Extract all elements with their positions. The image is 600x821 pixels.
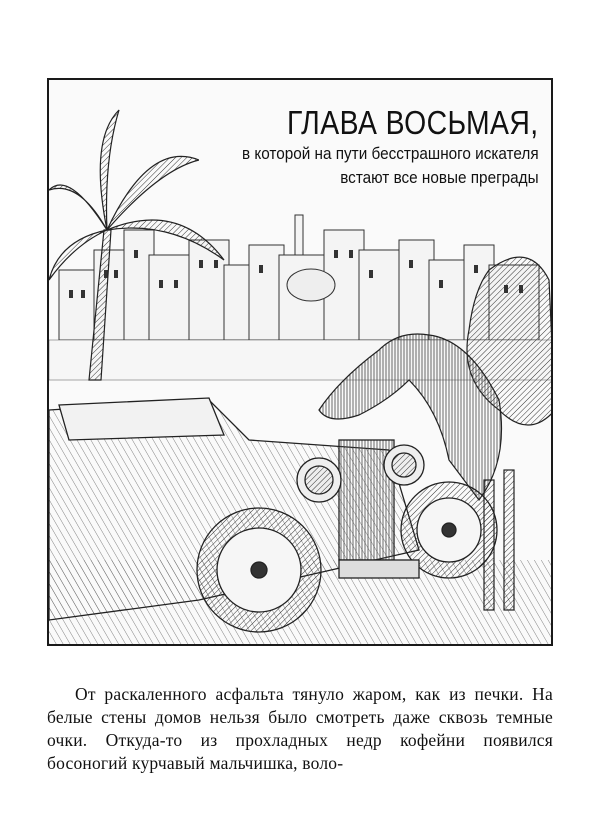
chapter-subtitle-line-2: встают все новые преграды xyxy=(340,168,539,187)
chapter-subtitle-line-1: в которой на пути бесстрашного искателя xyxy=(242,144,539,163)
chapter-title: ГЛАВА ВОСЬМАЯ, xyxy=(287,104,539,141)
city-skyline xyxy=(59,215,539,340)
chapter-illustration xyxy=(47,78,553,646)
body-text xyxy=(47,683,553,775)
paragraph: От раскаленного асфальта тянуло жаром, как из печки. На белые стены домов нельзя было смотреть даже сквозь темные очки. Откуда-то из прохладных недр кофейни появился босоногий курчавый мальчишка, воло- xyxy=(47,684,553,773)
chapter-heading xyxy=(209,104,539,190)
